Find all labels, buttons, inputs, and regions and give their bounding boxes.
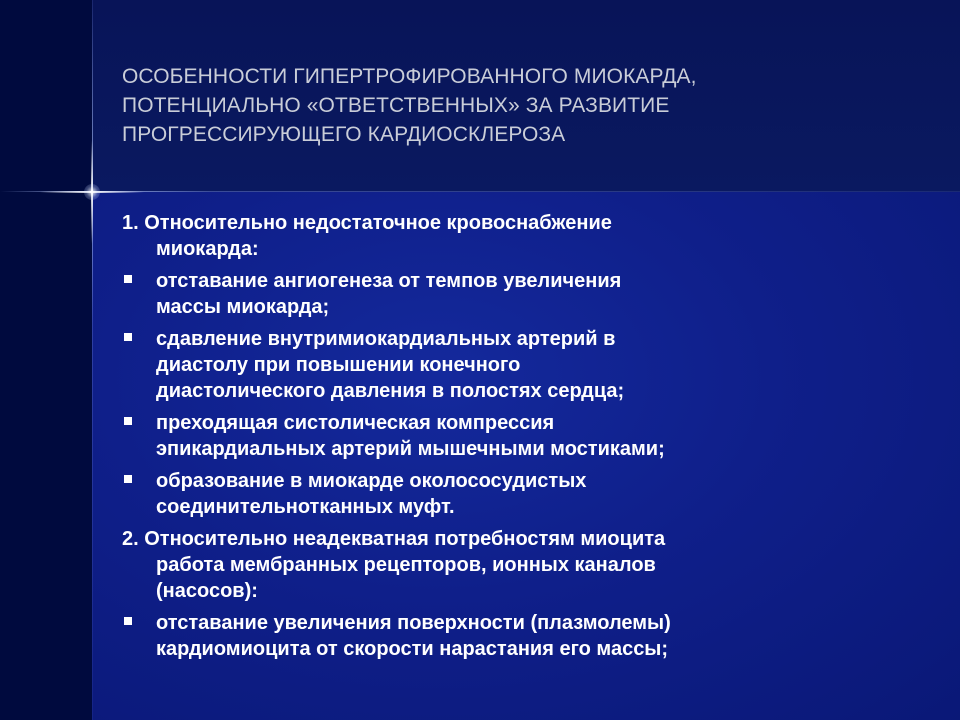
item-line: преходящая систолическая компрессия	[156, 412, 555, 434]
numbered-item	[122, 210, 902, 262]
item-line: диастолического давления в полостях сердца;	[156, 380, 625, 402]
item-line: эпикардиальных артерий мышечными мостиками;	[156, 438, 665, 460]
item-line: миокарда:	[156, 238, 259, 260]
bullet-item	[122, 468, 902, 520]
square-bullet-icon	[124, 417, 132, 425]
left-band	[0, 0, 92, 720]
slide-title-line: ПОТЕНЦИАЛЬНО «ОТВЕТСТВЕННЫХ» ЗА РАЗВИТИЕ	[122, 94, 670, 117]
slide-title-line: ОСОБЕННОСТИ ГИПЕРТРОФИРОВАННОГО МИОКАРДА,	[122, 65, 697, 88]
item-line: кардиомиоцита от скорости нарастания его массы;	[156, 638, 669, 660]
bullet-item	[122, 610, 902, 662]
square-bullet-icon	[124, 617, 132, 625]
bullet-item	[122, 326, 902, 404]
bullet-item	[122, 410, 902, 462]
bullet-item	[122, 268, 902, 320]
vertical-divider	[92, 0, 93, 720]
item-line: массы миокарда;	[156, 296, 330, 318]
item-line: соединительнотканных муфт.	[156, 496, 455, 518]
item-line: 1. Относительно недостаточное кровоснабжение	[122, 212, 612, 234]
item-line: (насосов):	[156, 580, 258, 602]
item-line: сдавление внутримиокардиальных артерий в	[156, 328, 616, 350]
title-divider	[0, 191, 960, 192]
numbered-item	[122, 526, 902, 604]
square-bullet-icon	[124, 475, 132, 483]
item-line: отставание увеличения поверхности (плазмолемы)	[156, 612, 671, 634]
item-line: отставание ангиогенеза от темпов увеличения	[156, 270, 622, 292]
square-bullet-icon	[124, 275, 132, 283]
item-line: диастолу при повышении конечного	[156, 354, 521, 376]
square-bullet-icon	[124, 333, 132, 341]
slide-body	[122, 210, 902, 668]
slide-title-line: ПРОГРЕССИРУЮЩЕГО КАРДИОСКЛЕРОЗА	[122, 123, 566, 146]
item-line: образование в миокарде околососудистых	[156, 470, 587, 492]
slide-title	[122, 62, 822, 149]
item-line: работа мембранных рецепторов, ионных каналов	[156, 554, 656, 576]
item-line: 2. Относительно неадекватная потребностям миоцита	[122, 528, 666, 550]
